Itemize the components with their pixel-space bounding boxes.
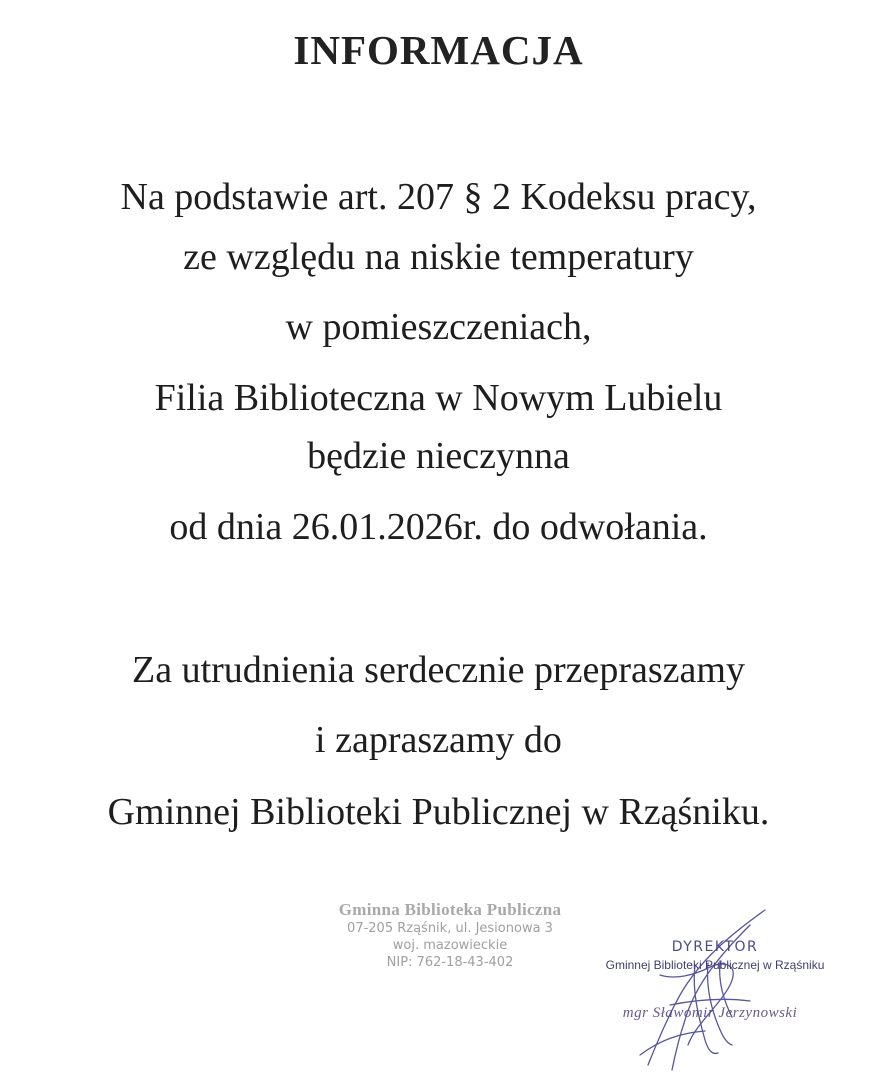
notice-line-4: Filia Biblioteczna w Nowym Lubielu: [154, 377, 723, 419]
director-title: DYREKTOR: [671, 939, 759, 955]
notice-line-6: od dnia 26.01.2026r. do odwołania.: [169, 506, 708, 548]
notice-line-5: będzie nieczynna: [307, 435, 570, 477]
notice-line-1: Na podstawie art. 207 § 2 Kodeksu pracy,: [120, 176, 757, 218]
handwritten-signature: [600, 905, 800, 1075]
stamp-region: woj. mazowieckie: [392, 938, 508, 953]
stamp-library-name: Gminna Biblioteka Publiczna: [338, 900, 562, 919]
director-organization: Gminnej Biblioteki Publicznej w Rząśniku: [605, 958, 825, 972]
apology-line-3: Gminnej Biblioteki Publicznej w Rząśniku.: [107, 791, 770, 833]
director-name: mgr Sławomir Jerzynowski: [622, 1005, 798, 1021]
document-title: INFORMACJA: [293, 27, 584, 73]
apology-line-2: i zapraszamy do: [315, 719, 562, 761]
library-stamp: [300, 900, 600, 971]
notice-line-3: w pomieszczeniach,: [285, 306, 592, 348]
stamp-nip: NIP: 762-18-43-402: [386, 955, 514, 970]
notice-line-2: ze względu na niskie temperatury: [183, 236, 694, 278]
stamp-address: 07-205 Rząśnik, ul. Jesionowa 3: [347, 921, 553, 936]
apology-line-1: Za utrudnienia serdecznie przepraszamy: [132, 649, 745, 691]
